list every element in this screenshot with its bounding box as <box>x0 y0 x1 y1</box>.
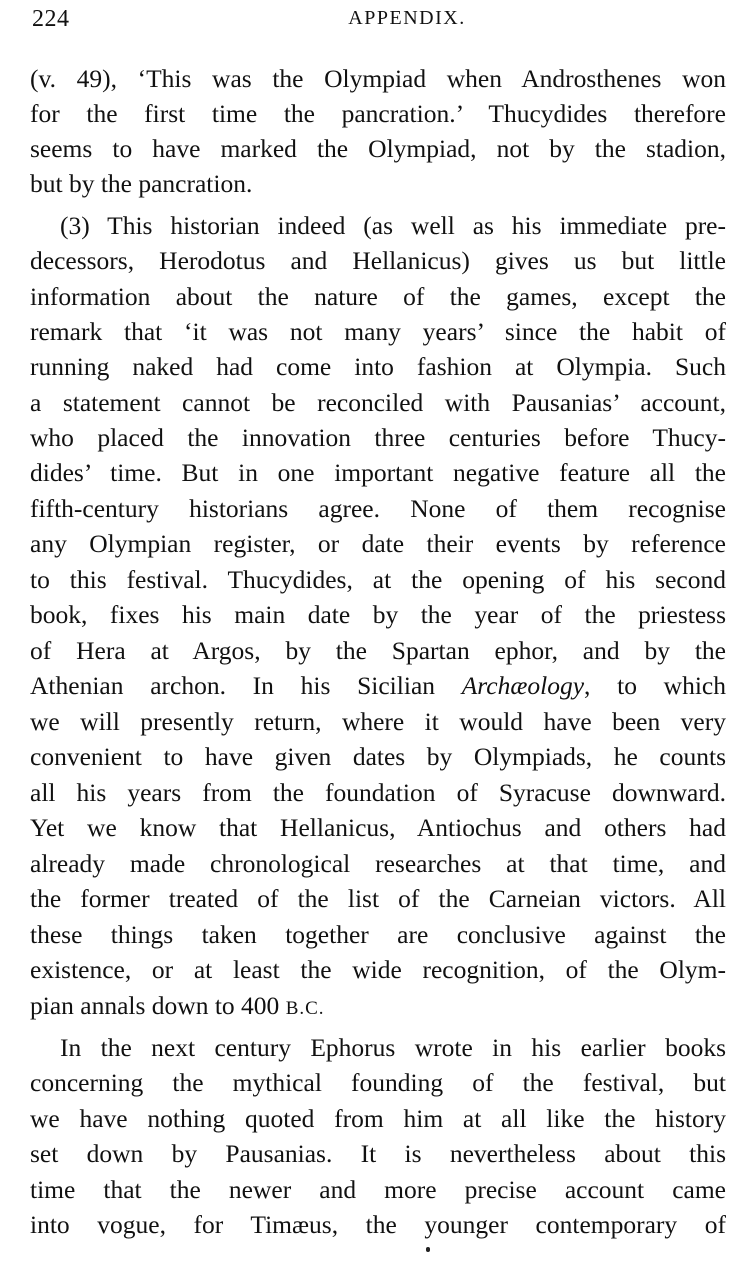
text-line: we will presently return, where it would have been very <box>30 707 726 736</box>
text-line: remark that ‘it was not many years’ since the habit of <box>30 317 726 346</box>
text-line: to this festival. Thucydides, at the opening of his second <box>30 565 726 594</box>
text-line-start: pian annals down to 400 <box>30 991 280 1020</box>
text-line: all his years from the foundation of Syracuse downward. <box>30 778 726 807</box>
text-line: who placed the innovation three centuries before Thucy- <box>30 423 726 452</box>
text-line: running naked had come into fashion at Olympia. Such <box>30 352 726 381</box>
text-line: decessors, Herodotus and Hellanicus) gives us but little <box>30 246 726 275</box>
page-number: 224 <box>32 6 70 32</box>
text-line: set down by Pausanias. It is nevertheless about this <box>30 1139 726 1168</box>
bc-abbreviation: B.C. <box>285 998 325 1019</box>
text-line: (3) This historian indeed (as well as his immediate pre- <box>60 211 726 240</box>
text-line: seems to have marked the Olympiad, not by the stadion, <box>30 134 726 163</box>
text-line: already made chronological researches at that time, and <box>30 849 726 878</box>
text-line: a statement cannot be reconciled with Pausanias’ account, <box>30 388 726 417</box>
text-line: existence, or at least the wide recognition, of the Olym- <box>30 955 726 984</box>
text-line: any Olympian register, or date their events by reference <box>30 529 726 558</box>
text-line: these things taken together are conclusive against the <box>30 920 726 949</box>
text-line: for the first time the pancration.’ Thucydides therefore <box>30 99 726 128</box>
text-line: Yet we know that Hellanicus, Antiochus and others had <box>30 813 726 842</box>
text-line: but by the pancration. <box>30 169 253 198</box>
text-line <box>30 991 726 1024</box>
text-line-start: Athenian archon. In his Sicilian <box>30 671 436 700</box>
text-line: convenient to have given dates by Olympiads, he counts <box>30 742 726 771</box>
text-line: dides’ time. But in one important negative feature all the <box>30 458 726 487</box>
running-title: APPENDIX. <box>348 7 466 29</box>
page-header <box>32 6 722 38</box>
text-line: concerning the mythical founding of the festival, but <box>30 1068 726 1097</box>
text-line: into vogue, for Timæus, the younger contemporary of <box>30 1210 726 1239</box>
text-line-end: , to which <box>584 671 726 700</box>
text-line: we have nothing quoted from him at all like the history <box>30 1104 726 1133</box>
text-line: of Hera at Argos, by the Spartan ephor, and by the <box>30 636 726 665</box>
text-line <box>30 671 726 701</box>
text-line: time that the newer and more precise account came <box>30 1175 726 1204</box>
text-line: book, fixes his main date by the year of the priestess <box>30 600 726 629</box>
text-line: the former treated of the list of the Carneian victors. All <box>30 884 726 913</box>
text-line: information about the nature of the games, except the <box>30 282 726 311</box>
text-line: fifth-century historians agree. None of them recognise <box>30 494 726 523</box>
text-line: In the next century Ephorus wrote in his earlier books <box>60 1033 726 1062</box>
ink-speck <box>426 1247 430 1252</box>
text-line: (v. 49), ‘This was the Olympiad when Androsthenes won <box>30 64 726 93</box>
archaeology-title: Archæology <box>461 671 585 700</box>
